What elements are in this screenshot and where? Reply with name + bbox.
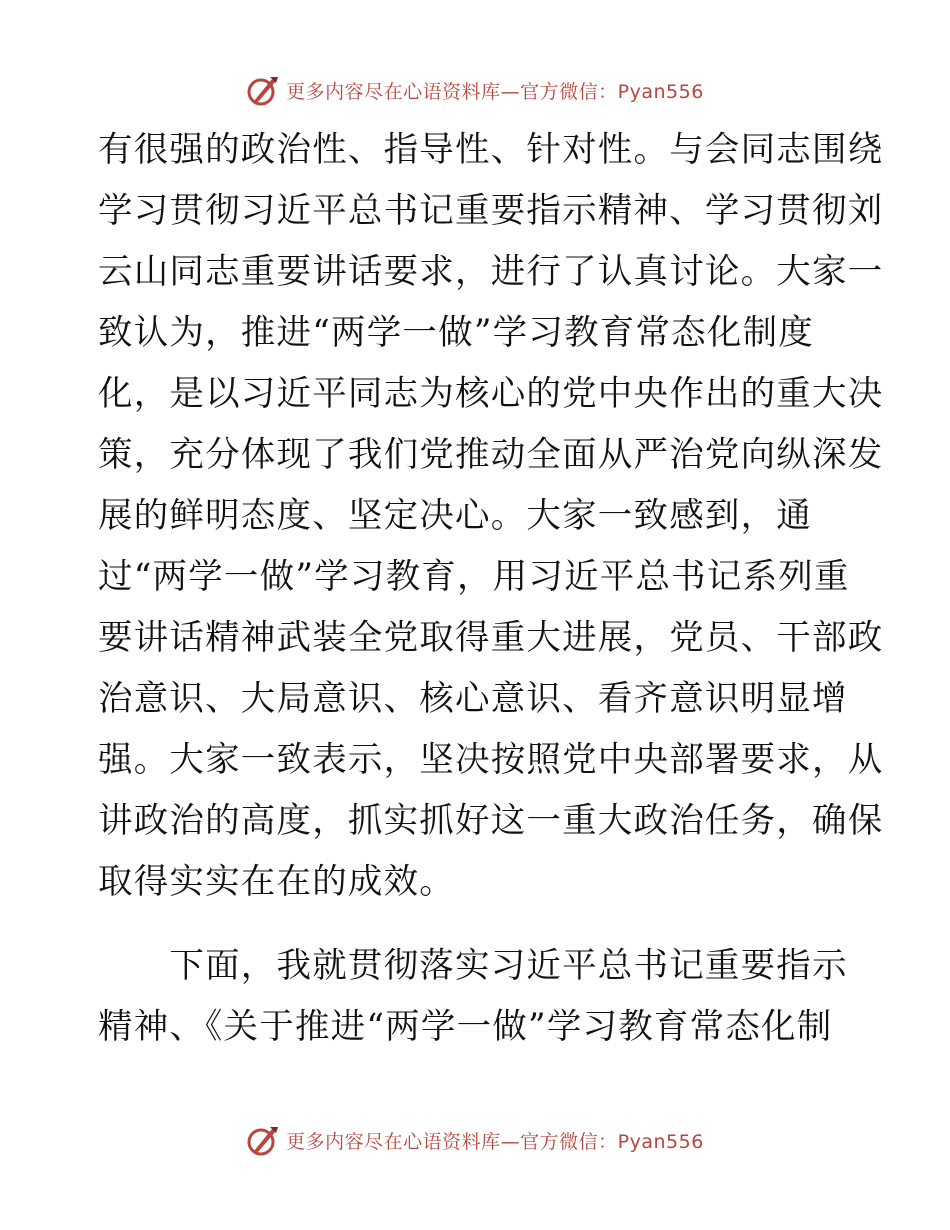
page-footer-banner	[0, 1120, 950, 1160]
text-line: 致认为，推进“两学一做”学习教育常态化制度	[98, 313, 814, 353]
document-body	[98, 120, 884, 1058]
quill-pen-circle-icon	[246, 73, 280, 107]
text-line: 精神、《关于推进“两学一做”学习教育常态化制	[98, 1007, 833, 1047]
paragraph-2	[98, 936, 858, 1058]
text-line: 下面，我就贯彻落实习近平总书记重要指示	[98, 946, 848, 986]
quill-pen-circle-icon	[246, 1123, 280, 1157]
text-line: 云山同志重要讲话要求，进行了认真讨论。大家一	[98, 252, 884, 292]
text-line: 强。大家一致表示，坚决按照党中央部署要求，从	[98, 740, 884, 780]
text-line: 化，是以习近平同志为核心的党中央作出的重大决	[98, 374, 884, 414]
text-line: 讲政治的高度，抓实抓好这一重大政治任务，确保	[98, 801, 884, 841]
paragraph-gap	[98, 913, 858, 936]
text-line: 策，充分体现了我们党推动全面从严治党向纵深发	[98, 435, 884, 475]
paragraph-1	[98, 120, 884, 913]
text-line: 要讲话精神武装全党取得重大进展，党员、干部政	[98, 618, 884, 658]
text-line: 有很强的政治性、指导性、针对性。与会同志围绕	[98, 130, 884, 170]
page-header-banner	[0, 70, 950, 110]
text-line: 展的鲜明态度、坚定决心。大家一致感到，通	[98, 496, 812, 536]
text-line: 过“两学一做”学习教育，用习近平总书记系列重	[98, 557, 850, 597]
text-line: 取得实实在在的成效。	[98, 862, 455, 902]
text-line: 治意识、大局意识、核心意识、看齐意识明显增	[98, 679, 848, 719]
header-text: 更多内容尽在心语资料库—官方微信：Pyan556	[286, 80, 704, 103]
footer-text: 更多内容尽在心语资料库—官方微信：Pyan556	[286, 1130, 704, 1153]
text-line: 学习贯彻习近平总书记重要指示精神、学习贯彻刘	[98, 191, 884, 231]
